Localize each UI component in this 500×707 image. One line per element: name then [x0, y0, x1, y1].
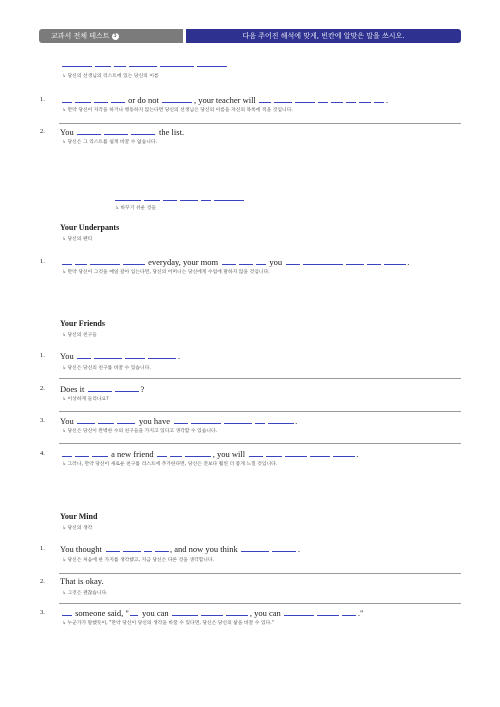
- blank-field[interactable]: [284, 607, 314, 616]
- blank-field[interactable]: [62, 607, 72, 616]
- blank-field[interactable]: [157, 448, 167, 457]
- question-text: a new friend: [111, 449, 154, 459]
- header-left-label: 교과서 전체 테스트: [51, 32, 110, 40]
- blank-field[interactable]: [115, 192, 141, 201]
- blank-field[interactable]: [144, 192, 160, 201]
- hint-text: ↳ 누군가가 말했듯이, "만약 당신이 당신의 생각을 바꿀 수 있다면, 당신은 당신의 삶을 바꿀 수 있다.": [62, 621, 274, 626]
- question-text: That is okay.: [60, 576, 104, 586]
- blank-field[interactable]: [130, 607, 138, 616]
- blank-field[interactable]: [303, 256, 343, 265]
- question-text: You: [60, 351, 74, 361]
- question-text: ,: [212, 449, 215, 459]
- section-subtitle: ↳ 당신의 친구들: [62, 333, 97, 338]
- question-number: 1.: [40, 258, 45, 265]
- header-instruction: [186, 29, 461, 43]
- question-number: 1.: [40, 352, 45, 359]
- blank-field[interactable]: [104, 126, 128, 135]
- blank-field[interactable]: [162, 94, 192, 103]
- question-text: , and now you think: [170, 544, 238, 554]
- blank-field[interactable]: [224, 415, 252, 424]
- question-text: .: [356, 449, 359, 459]
- question-text: .: [297, 544, 301, 554]
- blank-field[interactable]: [62, 448, 72, 457]
- hint-arrow-icon: ↳: [62, 270, 68, 275]
- question-line: [60, 607, 363, 618]
- question-text: the list.: [159, 127, 185, 137]
- hint-text: ↳ 당신은 당신의 친구를 바꿀 수 있습니다.: [62, 366, 151, 371]
- blank-field[interactable]: [114, 58, 126, 67]
- blank-field[interactable]: [268, 415, 294, 424]
- blank-field[interactable]: [174, 415, 188, 424]
- blank-field[interactable]: [318, 94, 328, 103]
- hint-arrow-icon: ↳: [62, 526, 68, 531]
- section-title: Your Mind: [60, 512, 98, 521]
- blank-field[interactable]: [333, 448, 355, 457]
- question-number: 2.: [40, 128, 45, 135]
- hint-text: ↳ 바꾸기 쉬운 것들: [115, 206, 157, 211]
- blank-field[interactable]: [214, 192, 244, 201]
- blank-field[interactable]: [75, 448, 89, 457]
- question-line: [60, 126, 184, 137]
- divider: [59, 603, 461, 604]
- blank-field[interactable]: [201, 192, 211, 201]
- question-text: .: [407, 257, 410, 267]
- question-text: everyday, your mom: [148, 257, 219, 267]
- question-line: [60, 350, 180, 361]
- blank-field[interactable]: [123, 543, 141, 552]
- blank-field[interactable]: [310, 448, 330, 457]
- question-line: [60, 543, 300, 554]
- divider: [59, 123, 461, 124]
- blank-field[interactable]: [201, 607, 223, 616]
- blank-field[interactable]: [117, 415, 135, 424]
- question-text: someone said, ": [75, 608, 129, 618]
- blank-field[interactable]: [170, 448, 182, 457]
- blank-field[interactable]: [92, 448, 108, 457]
- hint-arrow-icon: ↳: [62, 333, 68, 338]
- blank-field[interactable]: [266, 448, 282, 457]
- question-number: 3.: [40, 417, 45, 424]
- question-line: [60, 256, 409, 267]
- blank-field[interactable]: [367, 256, 381, 265]
- question-line: [60, 448, 358, 459]
- blank-field[interactable]: [94, 350, 122, 359]
- question-line: [60, 576, 104, 586]
- hint-text: ↳ 당신은 그 리스트를 쉽게 바꿀 수 없습니다.: [62, 140, 157, 145]
- blank-field[interactable]: [144, 543, 152, 552]
- blank-field[interactable]: [155, 543, 169, 552]
- hint-arrow-icon: ↳: [62, 237, 68, 242]
- blank-field[interactable]: [180, 192, 198, 201]
- mid-blank-row: [113, 192, 245, 203]
- blank-field[interactable]: [342, 607, 356, 616]
- blank-field[interactable]: [129, 58, 157, 67]
- question-number: 1.: [40, 545, 45, 552]
- blank-field[interactable]: [75, 94, 91, 103]
- blank-field[interactable]: [272, 543, 296, 552]
- question-text: You thought: [60, 544, 102, 554]
- hint-text: ↳ 만약 당신이 지각을 하거나 행동하지 않는다면 당신의 선생님은 당신의 이름을 자신의 목록에 적을 것입니다.: [62, 108, 293, 113]
- blank-field[interactable]: [374, 94, 384, 103]
- hint-arrow-icon: ↳: [115, 206, 121, 211]
- hint-text: ↳ 당신의 선생님의 리스트에 있는 당신의 이름: [62, 74, 159, 79]
- hint-arrow-icon: ↳: [62, 591, 68, 596]
- top-blank-row: [60, 58, 228, 69]
- question-text: or do not: [128, 95, 159, 105]
- header-left-tab: [39, 29, 183, 43]
- hint-text: ↳ 당신은 당신이 완벽한 수의 친구들을 가지고 있다고 생각할 수 있습니다.: [62, 429, 218, 434]
- blank-field[interactable]: [163, 192, 177, 201]
- question-text: .: [295, 416, 298, 426]
- question-number: 3.: [40, 609, 45, 616]
- question-text: You: [60, 127, 74, 137]
- blank-field[interactable]: [222, 256, 236, 265]
- question-number: 2.: [40, 578, 45, 585]
- question-line: [60, 383, 144, 394]
- blank-field[interactable]: [185, 448, 211, 457]
- blank-field[interactable]: [77, 415, 95, 424]
- divider: [59, 573, 461, 574]
- blank-field[interactable]: [62, 94, 72, 103]
- blank-field[interactable]: [384, 256, 406, 265]
- hint-arrow-icon: ↳: [62, 621, 68, 626]
- question-text: .: [177, 351, 181, 361]
- blank-field[interactable]: [359, 94, 371, 103]
- blank-field[interactable]: [77, 126, 101, 135]
- instruction-text: 다음 주어진 해석에 맞게, 빈칸에 알맞은 말을 쓰시오.: [242, 32, 405, 40]
- question-text: ?: [140, 384, 145, 394]
- divider: [59, 443, 461, 444]
- blank-field[interactable]: [123, 256, 145, 265]
- question-text: you have: [139, 416, 170, 426]
- blank-field[interactable]: [239, 256, 253, 265]
- blank-field[interactable]: [191, 415, 221, 424]
- blank-field[interactable]: [131, 126, 155, 135]
- question-number: 2.: [40, 385, 45, 392]
- blank-field[interactable]: [197, 58, 227, 67]
- blank-field[interactable]: [259, 94, 271, 103]
- blank-field[interactable]: [75, 256, 87, 265]
- badge-number: 3: [113, 32, 117, 39]
- blank-field[interactable]: [274, 94, 292, 103]
- blank-field[interactable]: [255, 415, 265, 424]
- blank-field[interactable]: [148, 350, 176, 359]
- blank-field[interactable]: [286, 256, 300, 265]
- hint-arrow-icon: ↳: [62, 397, 68, 402]
- question-text: .": [357, 608, 364, 618]
- blank-field[interactable]: [88, 383, 112, 392]
- blank-field[interactable]: [317, 607, 339, 616]
- blank-field[interactable]: [111, 94, 125, 103]
- question-text: .: [385, 95, 389, 105]
- blank-field[interactable]: [95, 58, 111, 67]
- section-title: Your Friends: [60, 319, 105, 328]
- hint-text: ↳ 그러나, 만약 당신이 새로운 친구를 리스트에 추가한다면, 당신은 전보다 훨씬 더 좋게 느낄 것입니다.: [62, 462, 278, 467]
- section-subtitle: ↳ 당신의 팬티: [62, 237, 93, 242]
- blank-field[interactable]: [160, 58, 194, 67]
- hint-arrow-icon: ↳: [62, 558, 68, 563]
- blank-field[interactable]: [106, 543, 120, 552]
- question-text: you: [269, 257, 283, 267]
- blank-field[interactable]: [256, 256, 266, 265]
- blank-field[interactable]: [62, 256, 72, 265]
- question-number: 4.: [40, 450, 45, 457]
- blank-field[interactable]: [249, 448, 263, 457]
- question-text: you can: [142, 608, 169, 618]
- hint-arrow-icon: ↳: [62, 366, 68, 371]
- blank-field[interactable]: [94, 94, 108, 103]
- blank-field[interactable]: [346, 256, 364, 265]
- hint-text: ↳ 만약 당신이 그것을 매일 갈아 입는다면, 당신의 어머니는 당신에게 수업에 말하지 않을 것입니다.: [62, 270, 270, 275]
- blank-field[interactable]: [172, 607, 198, 616]
- blank-field[interactable]: [346, 94, 356, 103]
- question-text: you will: [216, 449, 246, 459]
- blank-field[interactable]: [241, 543, 269, 552]
- section-subtitle: ↳ 당신의 생각: [62, 526, 93, 531]
- blank-field[interactable]: [331, 94, 343, 103]
- blank-field[interactable]: [90, 256, 120, 265]
- question-text: , your teacher will: [193, 95, 256, 105]
- hint-arrow-icon: ↳: [62, 140, 68, 145]
- question-line: [60, 415, 297, 426]
- hint-arrow-icon: ↳: [62, 429, 68, 434]
- question-number: 1.: [40, 96, 45, 103]
- question-line: [60, 94, 388, 105]
- divider: [59, 411, 461, 412]
- question-text: Does it: [60, 384, 85, 394]
- blank-field[interactable]: [285, 448, 307, 457]
- hint-arrow-icon: ↳: [62, 108, 68, 113]
- blank-field[interactable]: [295, 94, 315, 103]
- blank-field[interactable]: [115, 383, 139, 392]
- hint-arrow-icon: ↳: [62, 462, 68, 467]
- blank-field[interactable]: [125, 350, 145, 359]
- blank-field[interactable]: [98, 415, 114, 424]
- hint-arrow-icon: ↳: [62, 74, 68, 79]
- blank-field[interactable]: [62, 58, 92, 67]
- hint-text: ↳ 이상하게 들리나요?: [62, 397, 109, 402]
- section-title: Your Underpants: [60, 223, 120, 232]
- hint-text: ↳ 당신은 처음에 한 가지를 생각했고, 지금 당신은 다른 것을 생각합니다.: [62, 558, 215, 563]
- blank-field[interactable]: [226, 607, 248, 616]
- question-text: You: [60, 416, 74, 426]
- hint-text: ↳ 그것은 괜찮습니다.: [62, 591, 108, 596]
- question-text: , you can: [249, 608, 281, 618]
- divider: [59, 378, 461, 379]
- blank-field[interactable]: [77, 350, 91, 359]
